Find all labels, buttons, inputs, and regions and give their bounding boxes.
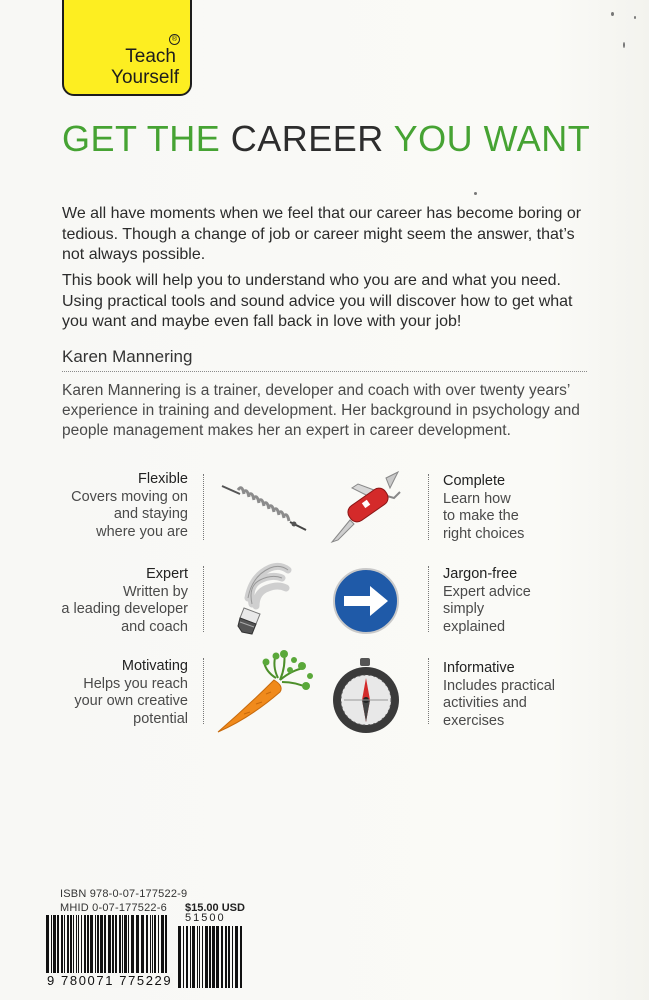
- feature-line: right choices: [443, 525, 525, 542]
- feature-separator: [203, 566, 204, 632]
- barcode-bar: [225, 926, 227, 988]
- feature-motivating: [38, 658, 188, 728]
- feature-title: Flexible: [138, 471, 188, 487]
- light-bulb-icon: [232, 560, 294, 640]
- barcode-bar: [197, 926, 198, 988]
- feature-title: Complete: [443, 473, 506, 489]
- feature-line: potential: [133, 710, 188, 727]
- feature-separator: [203, 474, 204, 540]
- feature-line: simply: [443, 601, 485, 617]
- barcode-bar: [202, 926, 203, 988]
- barcode-bar: [183, 926, 184, 988]
- barcode-bar: [192, 926, 195, 988]
- feature-title: Jargon-free: [443, 566, 518, 582]
- feature-line: and coach: [121, 618, 188, 635]
- scan-speck: [634, 16, 636, 19]
- mhid-label: MHID 0-07-177522-6: [60, 902, 167, 914]
- barcode-bar: [205, 926, 208, 988]
- headline-part3: YOU WANT: [383, 118, 591, 159]
- feature-line: Helps you reach: [83, 675, 188, 692]
- headline-part1: GET THE: [62, 118, 231, 159]
- feature-title: Expert: [146, 566, 188, 582]
- barcode-bar: [232, 926, 233, 988]
- author-name: Karen Mannering: [62, 347, 193, 366]
- feature-flexible: [38, 471, 188, 541]
- scan-speck: [474, 192, 477, 195]
- barcode-addon: [178, 926, 242, 988]
- barcode-bar: [178, 926, 181, 988]
- feature-separator: [203, 658, 204, 724]
- feature-title: Motivating: [121, 658, 188, 674]
- feature-separator: [428, 658, 429, 724]
- compass-icon: [330, 658, 402, 734]
- feature-separator: [428, 566, 429, 632]
- barcode-bar: [228, 926, 230, 988]
- feature-line: explained: [443, 618, 506, 635]
- feature-line: your own creative: [74, 693, 188, 709]
- barcode-bar: [235, 926, 238, 988]
- headline-career: CAREER: [230, 118, 384, 159]
- blurb-paragraph-2: This book will help you to understand who you are and what you need. Using practical tools and sound advice you will discover how to get what you want and maybe even fall back in love with your job!: [62, 272, 573, 330]
- scan-speck: [623, 42, 625, 48]
- scan-speck: [611, 12, 614, 16]
- registered-mark: ®: [169, 34, 180, 45]
- barcode-digits: 9 780071 775229: [47, 973, 173, 988]
- feature-line: Expert advice: [443, 583, 531, 600]
- feature-line: and staying: [113, 506, 188, 522]
- feature-line: Includes practical: [443, 677, 556, 694]
- feature-jargon-free: [443, 566, 593, 636]
- dotted-divider: [62, 371, 587, 372]
- barcode-bar: [186, 926, 188, 988]
- teach-yourself-logo: [62, 0, 192, 96]
- blurb-paragraph-1: We all have moments when we feel that our career has become boring or tedious. Though a change of job or career might seem the answer, that’s not always possible.: [62, 205, 582, 263]
- barcode-bar: [212, 926, 215, 988]
- barcode-bar: [190, 926, 191, 988]
- swiss-knife-icon: [328, 468, 408, 548]
- feature-separator: [428, 474, 429, 540]
- headline: [62, 118, 590, 160]
- feature-line: Written by: [122, 583, 188, 600]
- logo-line-teach: Teach: [125, 46, 176, 67]
- barcode-bar: [209, 926, 211, 988]
- barcode-bar: [199, 926, 200, 988]
- feature-complete: [443, 473, 593, 543]
- price-label: $15.00 USD: [185, 902, 245, 914]
- carrot-icon: [214, 648, 318, 736]
- feature-title: Informative: [443, 660, 515, 676]
- feature-line: activities and: [443, 695, 527, 711]
- arrow-sign-icon: [332, 568, 400, 634]
- feature-informative: [443, 660, 593, 730]
- feature-expert: [38, 566, 188, 636]
- logo-line-yourself: Yourself: [111, 67, 179, 88]
- feature-line: Learn how: [443, 490, 511, 507]
- barcode-bar: [221, 926, 223, 988]
- feature-line: to make the: [443, 508, 519, 524]
- barcode-bar: [216, 926, 219, 988]
- author-bio: Karen Mannering is a trainer, developer and coach with over twenty years’ experience in training and development. Her background in psychology and people management makes her an expert in career development.: [62, 382, 580, 439]
- feature-line: exercises: [443, 712, 505, 729]
- addon-code: 51500: [185, 912, 226, 924]
- barcode-bar: [240, 926, 242, 988]
- isbn-label: ISBN 978-0-07-177522-9: [60, 888, 188, 900]
- feature-line: Covers moving on: [71, 488, 188, 505]
- feature-line: a leading developer: [61, 601, 188, 617]
- feature-line: where you are: [96, 523, 188, 540]
- spring-icon: [218, 474, 310, 536]
